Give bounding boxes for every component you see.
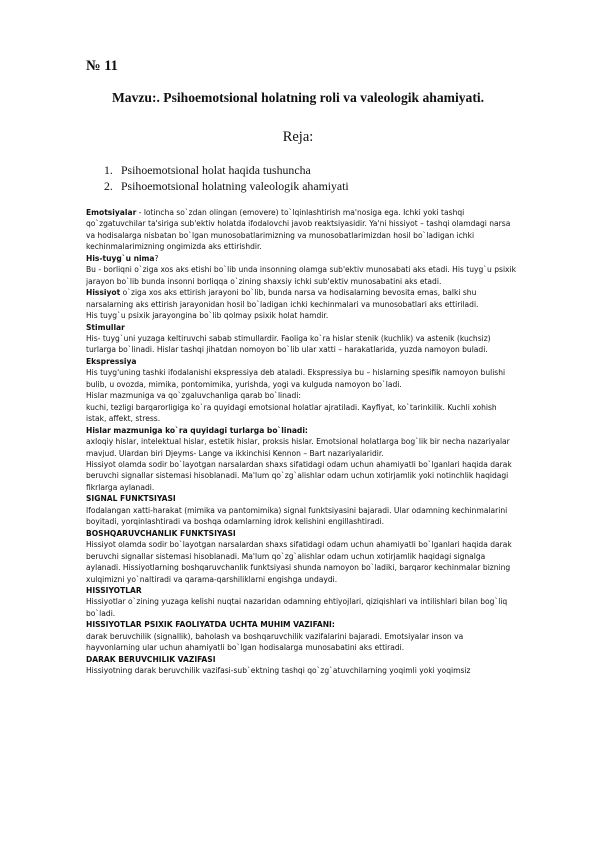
paragraph: His tuyg'uning tashki ifodalanishi ekspressiya deb ataladi. Ekspressiya bu – hislarning spesifik namoyon bulishi bulib, u ovozda, mimika, pontomimika, yurishda, yogi va kulguda namoyon bo`ladi. [86,368,506,389]
term-hissiyot: Hissiyot [86,288,121,298]
section-heading: Hislar mazmuniga ko`ra quyidagi turlarga bo`linadi: [86,425,308,435]
paragraph: Hissiyot olamda sodir bo`layotgan narsalardan shaxs sifatidagi odam uchun ahamiyatli bo`lganlari haqida darak beruvchi signallar sistemasi hisoblanadi. Ma'lum qo`zg`alishlar odam uchun xotirjamlik haqidagi signalga aylanadi. Hissiyotlarning boshqaruvchanlik funktsiyasi shunda namoyon bo`ladiki, barqaror kechinmalar bizning xulqimizni yo`naltiradi va qarama-qarshiliklarni engishga undaydi. [86,540,512,584]
paragraph: His tuyg`u psixik jarayongina bo`lib qolmay psixik holat hamdir. [86,311,329,321]
paragraph: Hissiyotning darak beruvchilik vazifasi-sub`ektning tashqi qo`zg`atuvchilarning yoqimli yoki yoqimsiz [86,666,471,676]
paragraph [86,207,518,253]
section-heading: HISSIYOTLAR [86,585,142,595]
paragraph [86,287,518,310]
section-heading: SIGNAL FUNKTSIYASI [86,494,176,504]
section-heading: Ekspressiya [86,356,137,366]
term-his-tuygu: His-tuyg`u nima [86,253,155,263]
body-text [86,207,518,677]
paragraph: axloqiy hislar, intelektual hislar, estetik hislar, proksis hislar. Emotsional holatlarga bog`lik bir necha nazariyalar mavjud. Ulardan biri Djeyms- Lange va ikkinchisi Kennon – Bart nazariyalaridir. [86,437,510,458]
term-emotsiyalar: Emotsiyalar [86,208,137,217]
paragraph: Hislar mazmuniga va qo`zgaluvchanliga qarab bo`linadi: [86,391,301,401]
paragraph: Hissiyotlar o`zining yuzaga kelishi nuqtai nazaridan odamning ehtiyojlari, qiziqishlari va intilishlari bilan bog`liq bo`ladi. [86,597,508,618]
plan-item-number: 2. [104,178,113,193]
lesson-title: Mavzu:. Psihoemotsional holatning roli va valeologik ahamiyati. [111,90,485,105]
paragraph: kuchi, tezligi barqarorligiga ko`ra quyidagi emotsional holatlar ajratiladi. Kayfiyat, ko`tarinkilik. Kuchli xohish istak, affekt, stress. [86,402,497,424]
paragraph-text: o`ziga xos aks ettirish jarayoni bo`lib, bunda narsa va hodisalarning bevosita emas, balki shu narsalarning aks ettirish jarayonidan hosil bo`ladigan ichki kechinmalari va munosobatlari aks ettiriladi. [86,288,479,309]
plan-heading: Reja: [282,129,314,145]
paragraph: Bu - borliqni o`ziga xos aks etishi bo`lib unda insonning olamga sub'ektiv munosabati aks etadi. His tuyg`u psixik jarayon bo`lib bunda insonni borliqqa o`zining shaxsiy ichki sub'ektiv munosabatini aks etadi. [86,265,516,286]
plan-item-number: 1. [104,163,113,177]
section-heading: HISSIYOTLAR PSIXIK FAOLIYATDA UCHTA MUHIM VAZIFANI: [86,620,335,630]
plan-item-text: Psihoemotsional holatning valeologik ahamiyati [121,178,349,193]
paragraph: Ifodalangan xatti-harakat (mimika va pantomimika) signal funktsiyasini bajaradi. Ular odamning kechinmalarini boyitadi, yorqinlashtiradi va boshqa odamlarning idrok kelishini engillashtiradi. [86,505,508,527]
plan-item [104,179,349,195]
section-heading: Stimullar [86,322,125,332]
lesson-number: № 11 [86,58,118,74]
paragraph: Hissiyot olamda sodir bo`layotgan narsalardan shaxs sifatidagi odam uchun ahamiyatli bo`lganlari haqida darak beruvchi signallar sistemasi hisoblanadi. Ma'lum qo`zg`alishlar odam uchun xotirjamlik yoki notinchlik haqidagi fikrlarga aylanadi. [86,459,512,492]
plan-list [104,163,349,194]
paragraph: darak beruvchilik (signallik), baholash va boshqaruvchilik vazifalarini bajaradi. Emotsiyalar inson va hayvonlarning ular uchun ahamiyatli bo`lgan hodisalarga munosabatini aks ettiradi. [86,631,464,653]
question-mark: ? [154,253,159,263]
section-heading: BOSHQARUVCHANLIK FUNKTSIYASI [86,528,236,538]
paragraph-text: - lotincha so`zdan olingan (emovere) to`lqinlashtirish ma'nosiga ega. Ichki yoki tashqi qo`zgatuvchilar ta'siriga sub'ektiv holatda ifodalovchi javob reaktsiyasidir. Ya'ni hissiyot – tashqi olamdagi narsa va hodisalarga nisbatan bo`lgan munosobatlarimizning va munosobatlarimizdan hosil bo`ladigan ichki kechinmalarimizning ongimizda aks ettirishdir. [86,208,511,252]
question-heading [86,253,518,264]
section-heading: DARAK BERUVCHILIK VAZIFASI [86,654,216,664]
plan-item-text: Psihoemotsional holat haqida tushuncha [121,163,311,177]
paragraph: His- tuyg`uni yuzaga keltiruvchi sabab stimullardir. Faoliga ko`ra hislar stenik (kuchlik) va astenik (kuchsiz) turlarga bo`linadi. Hislar tashqi jihatdan nomoyon bo`lib ular xatti – harakatlarida, yuzda namoyon buladi. [86,333,491,355]
plan-item [104,163,349,179]
